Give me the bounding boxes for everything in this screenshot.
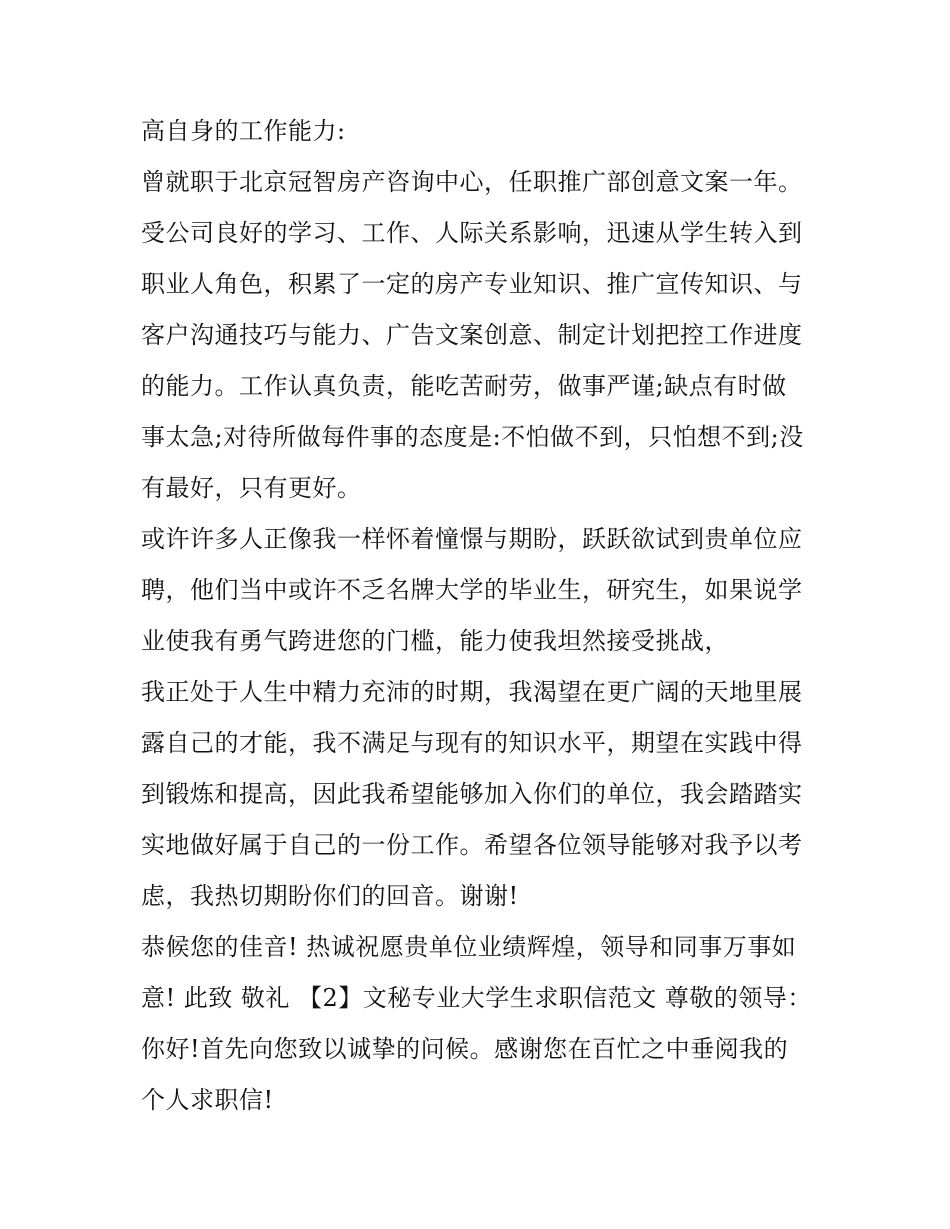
text-line: 客户沟通技巧与能力、广告文案创意、制定计划把控工作进度 — [141, 321, 803, 349]
text-line: 恭候您的佳音! 热诚祝愿贵单位业绩辉煌，领导和同事万事如 — [141, 933, 797, 961]
text-line: 虑，我热切期盼你们的回音。谢谢! — [141, 882, 519, 910]
document-body — [141, 106, 821, 1126]
text-line: 我正处于人生中精力充沛的时期，我渴望在更广阔的天地里展 — [141, 678, 803, 706]
text-line: 你好!首先向您致以诚挚的问候。感谢您在百忙之中垂阅我的 — [141, 1035, 789, 1063]
text-line: 有最好，只有更好。 — [141, 474, 362, 502]
text-line: 到锻炼和提高，因此我希望能够加入你们的单位，我会踏踏实 — [141, 780, 803, 808]
text-line: 聘，他们当中或许不乏名牌大学的毕业生，研究生，如果说学 — [141, 576, 803, 604]
text-line: 的能力。工作认真负责，能吃苦耐劳，做事严谨;缺点有时做 — [141, 372, 787, 400]
text-line: 意! 此致 敬礼 【2】文秘专业大学生求职信范文 尊敬的领导： — [141, 984, 812, 1012]
text-line: 高自身的工作能力: — [141, 117, 346, 145]
text-line: 事太急;对待所做每件事的态度是:不怕做不到，只怕想不到;没 — [141, 423, 804, 451]
text-line: 业使我有勇气跨进您的门槛，能力使我坦然接受挑战， — [141, 627, 729, 655]
text-line: 或许许多人正像我一样怀着憧憬与期盼，跃跃欲试到贵单位应 — [141, 525, 803, 553]
text-line: 职业人角色，积累了一定的房产专业知识、推广宣传知识、与 — [141, 270, 803, 298]
text-line: 露自己的才能，我不满足与现有的知识水平，期望在实践中得 — [141, 729, 803, 757]
text-line: 实地做好属于自己的一份工作。希望各位领导能够对我予以考 — [141, 831, 803, 859]
text-line: 受公司良好的学习、工作、人际关系影响，迅速从学生转入到 — [141, 219, 803, 247]
text-line: 个人求职信! — [141, 1086, 274, 1114]
text-line: 曾就职于北京冠智房产咨询中心，任职推广部创意文案一年。 — [141, 168, 803, 196]
